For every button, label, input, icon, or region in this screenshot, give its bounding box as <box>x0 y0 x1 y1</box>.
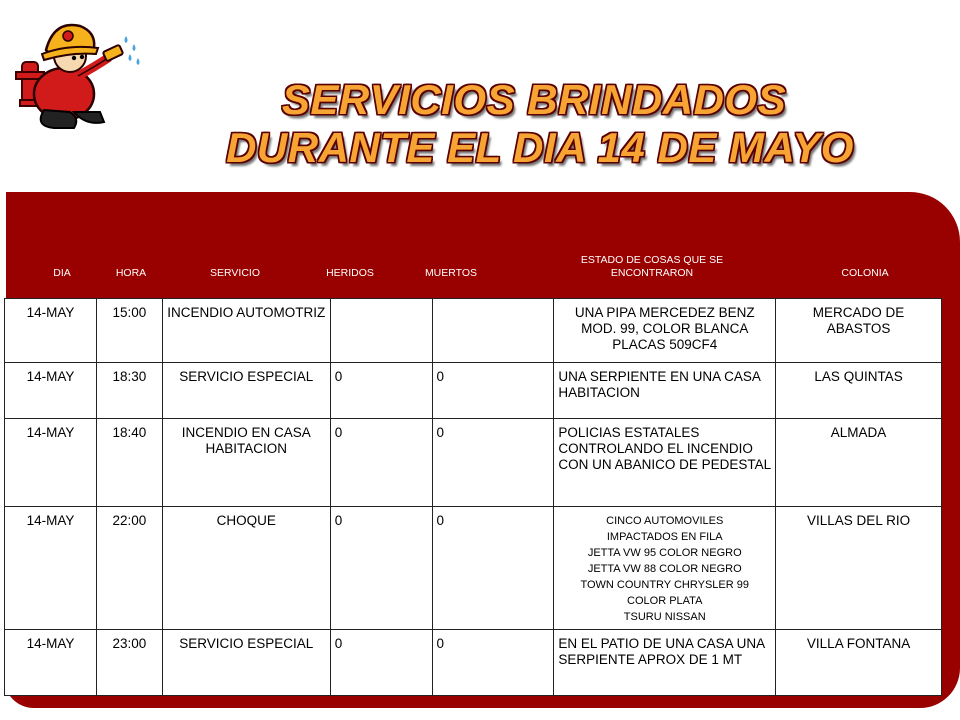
estado-line: COLOR PLATA <box>627 595 703 607</box>
cell-heridos: 0 <box>330 363 432 419</box>
cell-dia: 14-MAY <box>5 363 97 419</box>
table-row <box>5 507 942 630</box>
table-row <box>5 363 942 419</box>
header-estado: ESTADO DE COSAS QUE SE ENCONTRARON <box>580 254 724 279</box>
cell-estado: EN EL PATIO DE UNA CASA UNA SERPIENTE APROX DE 1 MT <box>554 630 776 696</box>
cell-dia: 14-MAY <box>5 507 97 630</box>
estado-line: CINCO AUTOMOVILES <box>606 515 724 527</box>
cell-dia: 14-MAY <box>5 299 97 363</box>
cell-estado: POLICIAS ESTATALES CONTROLANDO EL INCENDIO CON UN ABANICO DE PEDESTAL <box>554 419 776 507</box>
cell-heridos: 0 <box>330 419 432 507</box>
cell-hora: 15:00 <box>96 299 162 363</box>
cell-servicio: CHOQUE <box>162 507 330 630</box>
cell-heridos: 0 <box>330 630 432 696</box>
cell-muertos <box>432 299 554 363</box>
page-title-line-1: SERVICIOS BRINDADOS <box>281 76 787 123</box>
header-dia: DIA <box>53 267 71 279</box>
cell-estado: UNA SERPIENTE EN UNA CASA HABITACION <box>554 363 776 419</box>
header-hora: HORA <box>115 267 147 279</box>
cell-servicio: INCENDIO AUTOMOTRIZ <box>162 299 330 363</box>
cell-servicio: INCENDIO EN CASA HABITACION <box>162 419 330 507</box>
cell-hora: 23:00 <box>96 630 162 696</box>
header-heridos: HERIDOS <box>326 267 374 279</box>
header-servicio: SERVICIO <box>210 267 260 279</box>
cell-muertos: 0 <box>432 507 554 630</box>
estado-line: IMPACTADOS EN FILA <box>606 531 723 543</box>
estado-line: JETTA VW 95 COLOR NEGRO <box>587 547 742 559</box>
cell-servicio: SERVICIO ESPECIAL <box>162 363 330 419</box>
cell-muertos: 0 <box>432 419 554 507</box>
cell-hora: 18:40 <box>96 419 162 507</box>
table-row <box>5 419 942 507</box>
services-table <box>4 298 942 696</box>
cell-colonia: VILLA FONTANA <box>776 630 942 696</box>
table-row <box>5 299 942 363</box>
header-colonia: COLONIA <box>841 267 889 279</box>
cell-colonia: VILLAS DEL RIO <box>776 507 942 630</box>
estado-line: TSURU NISSAN <box>623 611 706 623</box>
cell-estado <box>554 507 776 630</box>
table-header <box>4 250 934 284</box>
table-row <box>5 630 942 696</box>
cell-dia: 14-MAY <box>5 419 97 507</box>
cell-muertos: 0 <box>432 630 554 696</box>
cell-heridos <box>330 299 432 363</box>
cell-colonia: ALMADA <box>776 419 942 507</box>
cell-estado: UNA PIPA MERCEDEZ BENZ MOD. 99, COLOR BLANCA PLACAS 509CF4 <box>554 299 776 363</box>
cell-servicio: SERVICIO ESPECIAL <box>162 630 330 696</box>
estado-line: TOWN COUNTRY CHRYSLER 99 <box>580 579 749 591</box>
cell-colonia: LAS QUINTAS <box>776 363 942 419</box>
estado-line: JETTA VW 88 COLOR NEGRO <box>587 563 742 575</box>
cell-heridos: 0 <box>330 507 432 630</box>
cell-dia: 14-MAY <box>5 630 97 696</box>
cell-hora: 22:00 <box>96 507 162 630</box>
cell-muertos: 0 <box>432 363 554 419</box>
cell-hora: 18:30 <box>96 363 162 419</box>
page-title-line-2: DURANTE EL DIA 14 DE MAYO <box>226 124 854 171</box>
cell-colonia: MERCADO DE ABASTOS <box>776 299 942 363</box>
header-muertos: MUERTOS <box>424 267 478 279</box>
